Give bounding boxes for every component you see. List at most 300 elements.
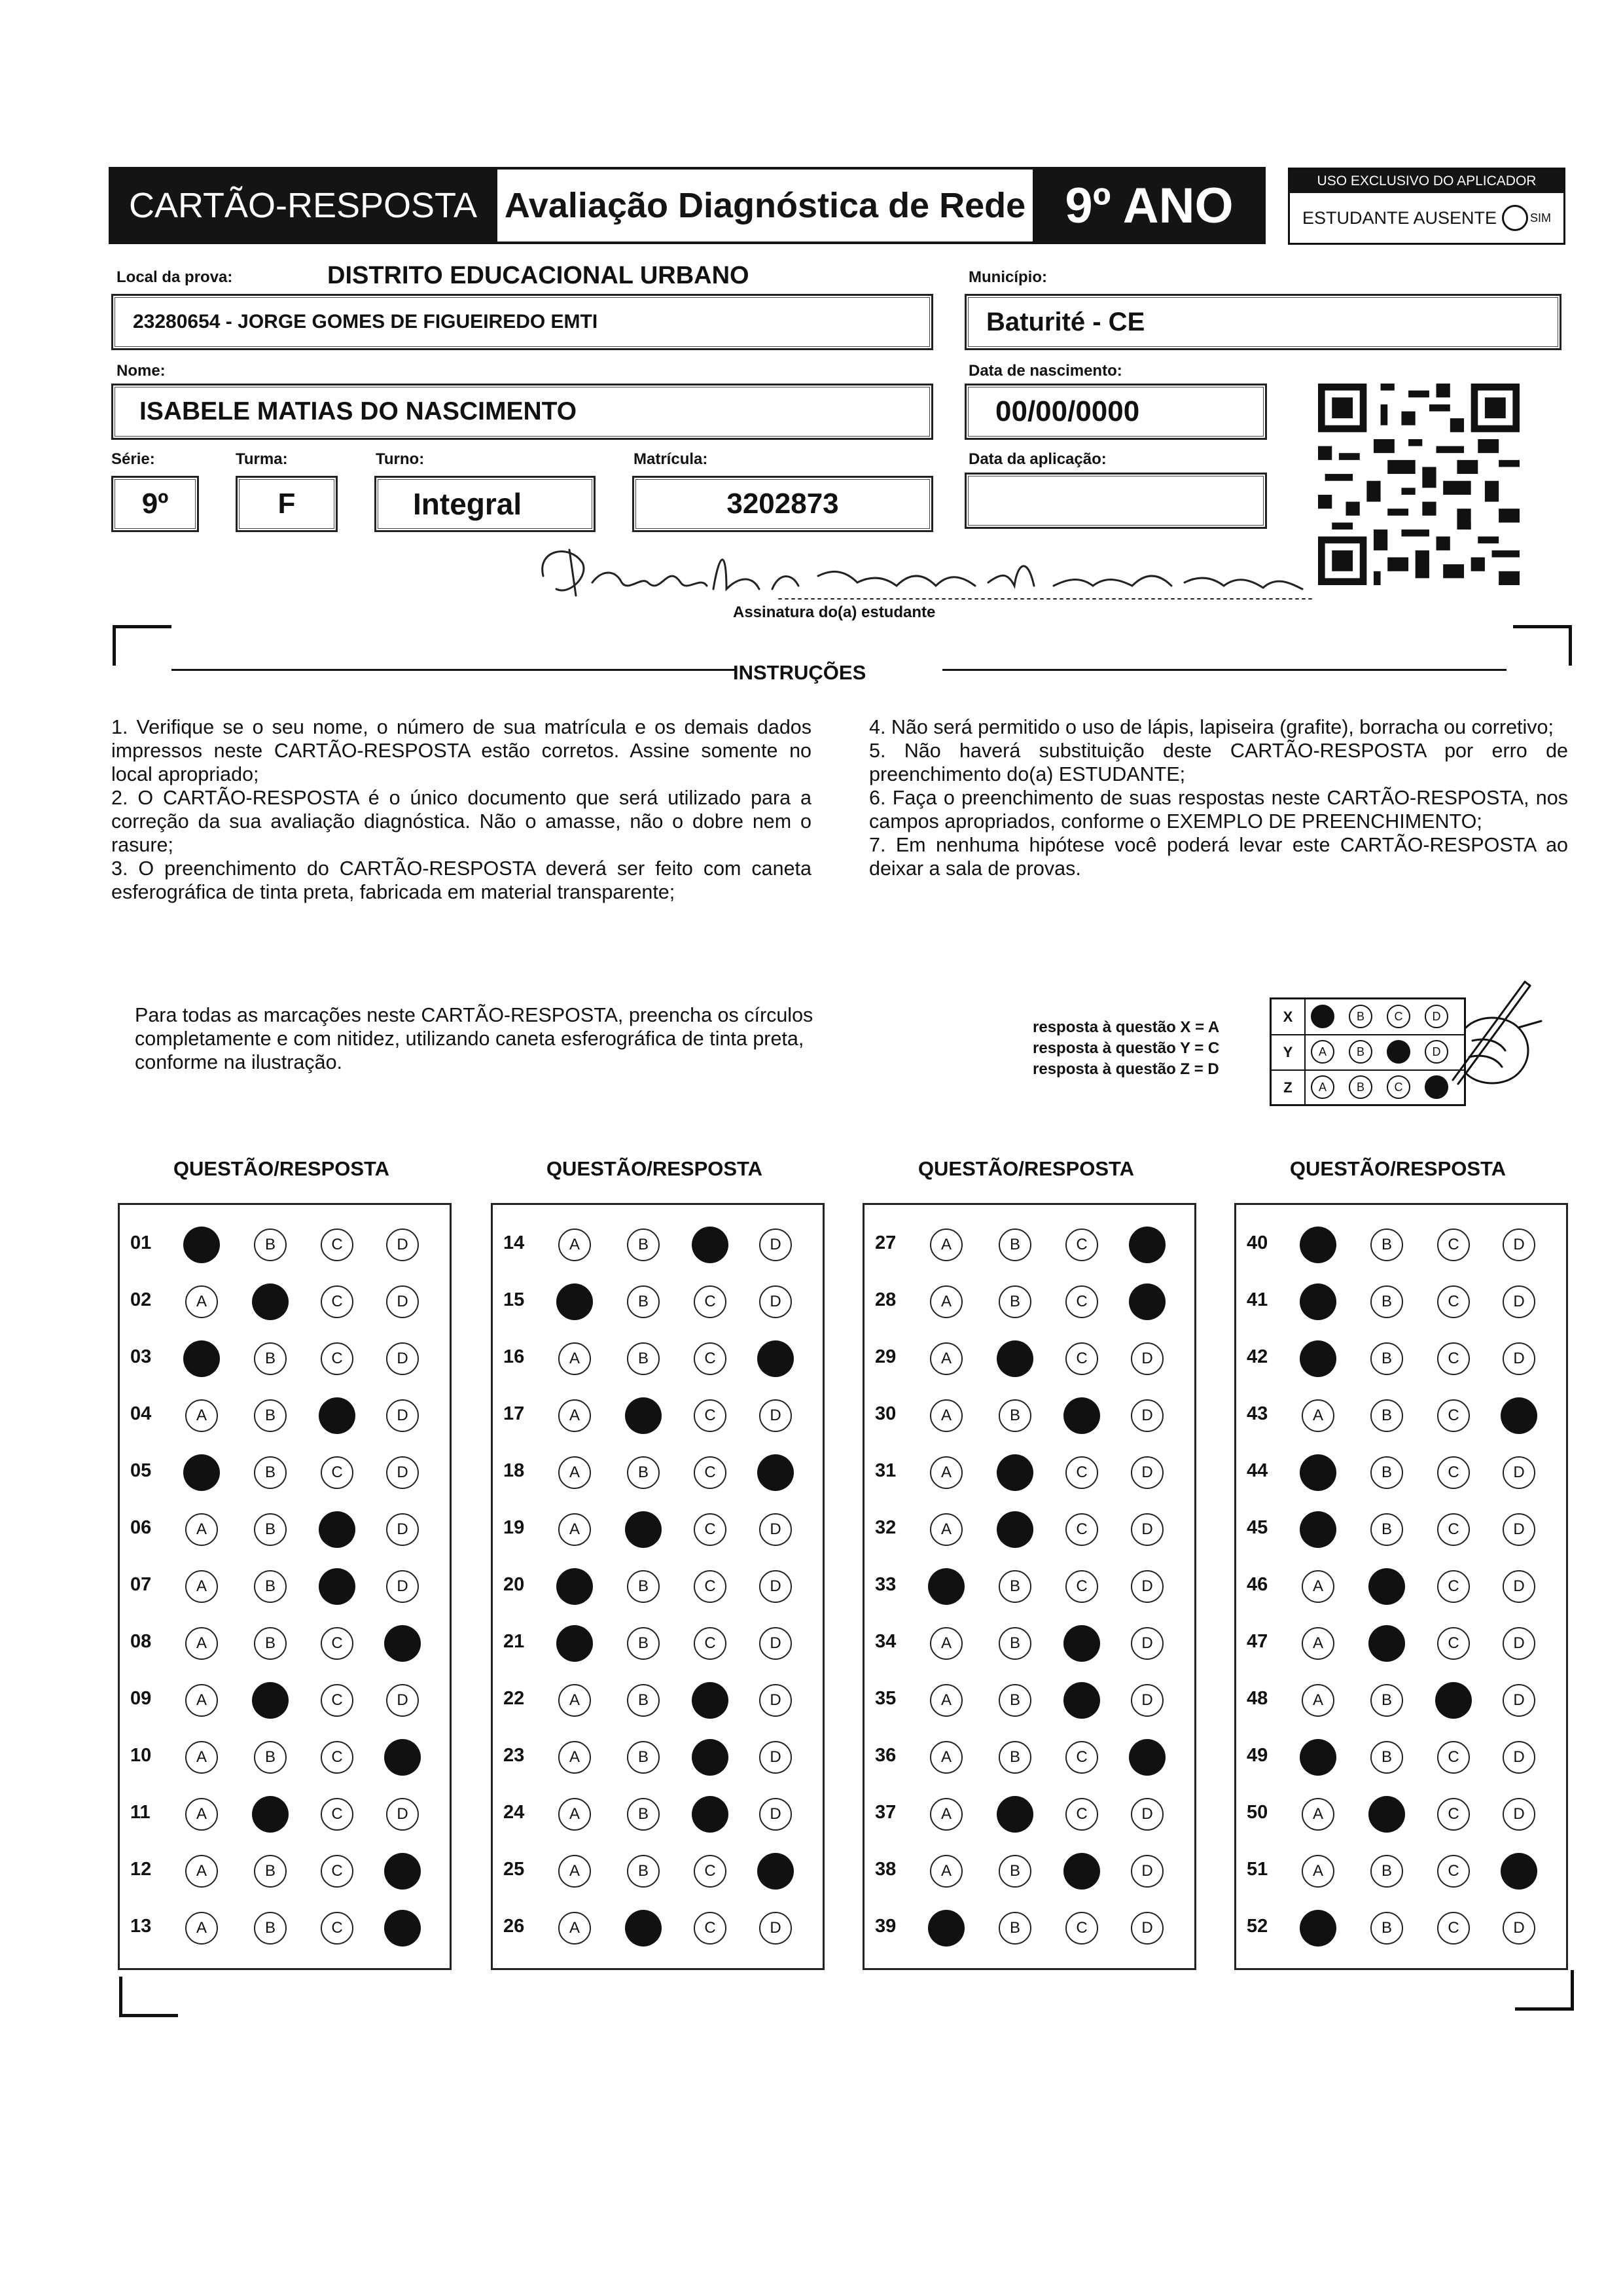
answer-bubble-d[interactable]: D (1503, 1570, 1535, 1603)
question-number: 22 (503, 1688, 525, 1709)
answer-bubble-c[interactable] (321, 1570, 353, 1603)
answer-bubble-c[interactable]: C (321, 1285, 353, 1318)
answer-bubble-d[interactable]: D (1131, 1912, 1164, 1945)
answer-bubble-b[interactable] (1370, 1627, 1403, 1660)
serie-field: 9º (111, 476, 199, 532)
answer-bubble-a[interactable] (1302, 1285, 1334, 1318)
answer-bubble-a[interactable] (558, 1285, 591, 1318)
answer-bubble-c[interactable]: C (694, 1513, 726, 1546)
answer-bubble-c[interactable] (1437, 1684, 1470, 1717)
answer-bubble-b[interactable]: B (999, 1855, 1031, 1888)
answer-bubble-a[interactable]: A (185, 1798, 218, 1831)
answer-bubble-a[interactable] (1302, 1912, 1334, 1945)
answer-bubble-c[interactable] (694, 1798, 726, 1831)
question-row (493, 1333, 823, 1379)
question-number: 10 (130, 1745, 152, 1766)
answer-bubble-c[interactable] (321, 1513, 353, 1546)
question-row (1236, 1675, 1566, 1721)
question-row (120, 1504, 450, 1550)
answer-bubble-b[interactable]: B (254, 1741, 287, 1774)
answer-bubble-d[interactable] (386, 1912, 419, 1945)
question-row (865, 1390, 1194, 1436)
municipio-field: Baturité - CE (965, 294, 1561, 350)
example-bubble-a: A (1311, 1075, 1334, 1099)
answer-bubble-b[interactable]: B (627, 1798, 660, 1831)
exclusive-use-label: USO EXCLUSIVO DO APLICADOR (1290, 170, 1563, 193)
question-row (120, 1276, 450, 1322)
nascimento-field: 00/00/0000 (965, 384, 1267, 440)
answer-bubble-d[interactable] (1503, 1855, 1535, 1888)
aplicacao-label: Data da aplicação: (969, 450, 1107, 468)
answer-bubble-a[interactable]: A (930, 1855, 963, 1888)
answer-bubble-c[interactable]: C (1065, 1342, 1098, 1375)
answer-bubble-a[interactable]: A (185, 1684, 218, 1717)
question-number: 26 (503, 1916, 525, 1937)
divider (171, 669, 734, 671)
answer-bubble-d[interactable]: D (759, 1912, 792, 1945)
question-row (493, 1675, 823, 1721)
answer-bubble-d[interactable] (1131, 1229, 1164, 1261)
question-row (493, 1789, 823, 1835)
answer-bubble-b[interactable]: B (999, 1285, 1031, 1318)
answer-bubble-b[interactable]: B (254, 1627, 287, 1660)
turno-field: Integral (374, 476, 596, 532)
absent-checkbox[interactable] (1502, 205, 1528, 231)
answer-bubble-b[interactable]: B (999, 1570, 1031, 1603)
answer-bubble-a[interactable]: A (185, 1570, 218, 1603)
column-title: QUESTÃO/RESPOSTA (918, 1157, 1135, 1180)
answer-bubble-d[interactable]: D (1503, 1627, 1535, 1660)
corner-mark (119, 2014, 178, 2017)
answer-bubble-b[interactable]: B (627, 1741, 660, 1774)
answer-bubble-c[interactable]: C (1065, 1912, 1098, 1945)
signature-label: Assinatura do(a) estudante (733, 603, 936, 621)
question-row (1236, 1219, 1566, 1265)
question-number: 47 (1247, 1631, 1268, 1652)
answer-bubble-b[interactable]: B (627, 1684, 660, 1717)
answer-bubble-a[interactable]: A (558, 1912, 591, 1945)
answer-bubble-b[interactable]: B (1370, 1855, 1403, 1888)
example-bubble-c (1387, 1040, 1410, 1064)
answer-bubble-a[interactable]: A (930, 1399, 963, 1432)
question-number: 02 (130, 1289, 152, 1310)
answer-bubble-b[interactable]: B (999, 1912, 1031, 1945)
answer-bubble-a[interactable] (930, 1570, 963, 1603)
answer-bubble-b[interactable]: B (1370, 1456, 1403, 1489)
nascimento-label: Data de nascimento: (969, 362, 1122, 380)
exam-title: Avaliação Diagnóstica de Rede (497, 167, 1033, 244)
answer-bubble-d[interactable] (1503, 1399, 1535, 1432)
answer-bubble-c[interactable] (1065, 1855, 1098, 1888)
answer-bubble-d[interactable]: D (386, 1229, 419, 1261)
question-number: 48 (1247, 1688, 1268, 1709)
answer-bubble-b[interactable] (254, 1285, 287, 1318)
answer-bubble-b[interactable] (999, 1456, 1031, 1489)
answer-bubble-b[interactable] (627, 1912, 660, 1945)
example-bubble-a: A (1311, 1040, 1334, 1064)
answer-bubble-c[interactable]: C (694, 1570, 726, 1603)
marking-instruction: Para todas as marcações neste CARTÃO-RESPOSTA, preencha os círculos completamente e com nitidez, utilizando caneta esferográfica de tinta preta, conforme na ilustração. (135, 1004, 813, 1073)
answer-bubble-a[interactable]: A (930, 1741, 963, 1774)
answer-bubble-c[interactable]: C (1437, 1229, 1470, 1261)
answer-bubble-a[interactable]: A (1302, 1855, 1334, 1888)
answer-bubble-d[interactable]: D (386, 1798, 419, 1831)
answer-bubble-d[interactable]: D (386, 1570, 419, 1603)
answer-bubble-d[interactable]: D (1503, 1285, 1535, 1318)
answer-bubble-d[interactable]: D (1503, 1456, 1535, 1489)
corner-mark (1569, 625, 1572, 666)
answer-bubble-b[interactable]: B (1370, 1513, 1403, 1546)
answer-bubble-c[interactable] (694, 1741, 726, 1774)
answer-bubble-c[interactable] (1065, 1684, 1098, 1717)
answer-bubble-b[interactable] (254, 1684, 287, 1717)
answer-bubble-d[interactable]: D (1503, 1798, 1535, 1831)
answer-bubble-d[interactable]: D (386, 1342, 419, 1375)
instructions-right: 4. Não será permitido o uso de lápis, lapiseira (grafite), borracha ou corretivo; 5. Não haverá substituição deste CARTÃO-RESPOSTA por erro de preenchimento do(a) ESTUDANTE; 6. Faça o preenchimento de suas respostas neste CARTÃO-RESPOSTA, nos campos apropriados, conforme o EXEMPLO DE PREENCHIMENTO; 7. Em nenhuma hipótese você poderá levar este CARTÃO-RESPOSTA ao deixar a sala de provas. (869, 716, 1568, 880)
answer-bubble-b[interactable] (254, 1798, 287, 1831)
answer-bubble-a[interactable]: A (930, 1684, 963, 1717)
corner-mark (113, 625, 116, 666)
answer-bubble-b[interactable] (1370, 1798, 1403, 1831)
answer-bubble-a[interactable]: A (558, 1741, 591, 1774)
local-field: 23280654 - JORGE GOMES DE FIGUEIREDO EMTI (111, 294, 933, 350)
instructions-title: INSTRUÇÕES (733, 661, 866, 684)
answer-bubble-a[interactable]: A (1302, 1684, 1334, 1717)
card-title: CARTÃO-RESPOSTA (109, 167, 497, 244)
question-row (120, 1675, 450, 1721)
answer-bubble-d[interactable] (759, 1456, 792, 1489)
question-number: 42 (1247, 1346, 1268, 1367)
serie-label: Série: (111, 450, 155, 468)
answer-bubble-c[interactable]: C (694, 1855, 726, 1888)
answer-bubble-c[interactable]: C (1437, 1399, 1470, 1432)
answer-bubble-d[interactable] (759, 1342, 792, 1375)
answer-bubble-b[interactable]: B (1370, 1912, 1403, 1945)
answer-bubble-b[interactable]: B (627, 1342, 660, 1375)
answer-bubble-a[interactable] (185, 1229, 218, 1261)
column-title: QUESTÃO/RESPOSTA (1289, 1157, 1507, 1180)
question-number: 37 (875, 1802, 897, 1823)
answer-bubble-c[interactable]: C (1437, 1741, 1470, 1774)
answer-bubble-a[interactable]: A (185, 1399, 218, 1432)
answer-bubble-b[interactable] (1370, 1570, 1403, 1603)
answer-bubble-a[interactable]: A (1302, 1570, 1334, 1603)
answer-bubble-c[interactable]: C (1065, 1285, 1098, 1318)
answer-bubble-b[interactable]: B (999, 1627, 1031, 1660)
answer-bubble-c[interactable]: C (1437, 1627, 1470, 1660)
answer-bubble-c[interactable]: C (694, 1912, 726, 1945)
answer-bubble-d[interactable]: D (759, 1399, 792, 1432)
answer-bubble-c[interactable]: C (1437, 1456, 1470, 1489)
question-row (1236, 1447, 1566, 1493)
answer-bubble-b[interactable]: B (627, 1627, 660, 1660)
question-row (120, 1846, 450, 1892)
qr-code (1318, 384, 1520, 585)
question-row (865, 1276, 1194, 1322)
answer-bubble-c[interactable]: C (694, 1627, 726, 1660)
answer-bubble-b[interactable]: B (627, 1855, 660, 1888)
answer-bubble-a[interactable]: A (185, 1855, 218, 1888)
question-number: 46 (1247, 1574, 1268, 1595)
answer-bubble-a[interactable] (1302, 1741, 1334, 1774)
answer-bubble-a[interactable]: A (185, 1285, 218, 1318)
answer-bubble-a[interactable]: A (930, 1229, 963, 1261)
answer-bubble-c[interactable]: C (321, 1456, 353, 1489)
answer-bubble-d[interactable] (1131, 1741, 1164, 1774)
answer-bubble-c[interactable]: C (321, 1684, 353, 1717)
answer-bubble-a[interactable] (1302, 1513, 1334, 1546)
answer-bubble-c[interactable] (1065, 1399, 1098, 1432)
question-number: 49 (1247, 1745, 1268, 1766)
corner-mark (119, 1977, 122, 2017)
question-row (1236, 1846, 1566, 1892)
answer-bubble-b[interactable] (999, 1798, 1031, 1831)
answer-bubble-b[interactable]: B (999, 1399, 1031, 1432)
answer-bubble-a[interactable]: A (930, 1285, 963, 1318)
question-row (1236, 1561, 1566, 1607)
aplicacao-field[interactable] (965, 473, 1267, 529)
answer-bubble-d[interactable]: D (1503, 1684, 1535, 1717)
answer-bubble-b[interactable] (999, 1513, 1031, 1546)
corner-mark (113, 625, 171, 628)
question-number: 08 (130, 1631, 152, 1652)
question-row (120, 1219, 450, 1265)
question-number: 15 (503, 1289, 525, 1310)
turno-label: Turno: (376, 450, 425, 468)
answer-bubble-c[interactable]: C (321, 1627, 353, 1660)
answer-bubble-a[interactable]: A (1302, 1399, 1334, 1432)
answer-bubble-b[interactable]: B (254, 1912, 287, 1945)
question-number: 28 (875, 1289, 897, 1310)
answer-bubble-b[interactable]: B (254, 1456, 287, 1489)
answer-bubble-b[interactable]: B (1370, 1399, 1403, 1432)
answer-bubble-c[interactable]: C (1437, 1798, 1470, 1831)
answer-bubble-b[interactable]: B (254, 1342, 287, 1375)
answer-bubble-d[interactable]: D (759, 1627, 792, 1660)
answer-bubble-a[interactable] (185, 1342, 218, 1375)
answer-bubble-d[interactable]: D (1503, 1912, 1535, 1945)
answer-bubble-c[interactable] (1065, 1627, 1098, 1660)
answer-bubble-d[interactable]: D (1131, 1798, 1164, 1831)
answer-bubble-c[interactable]: C (1437, 1513, 1470, 1546)
answer-bubble-a[interactable] (930, 1912, 963, 1945)
answer-bubble-d[interactable]: D (1131, 1855, 1164, 1888)
answer-bubble-d[interactable]: D (386, 1684, 419, 1717)
answer-bubble-d[interactable]: D (759, 1684, 792, 1717)
answer-bubble-a[interactable]: A (930, 1798, 963, 1831)
question-row (865, 1903, 1194, 1948)
answer-bubble-b[interactable]: B (627, 1229, 660, 1261)
answer-bubble-c[interactable]: C (694, 1285, 726, 1318)
question-number: 24 (503, 1802, 525, 1823)
answer-bubble-c[interactable]: C (1437, 1570, 1470, 1603)
answer-bubble-b[interactable]: B (999, 1684, 1031, 1717)
answer-bubble-b[interactable]: B (999, 1229, 1031, 1261)
answer-bubble-d[interactable]: D (1503, 1741, 1535, 1774)
question-number: 13 (130, 1916, 152, 1937)
matricula-label: Matrícula: (633, 450, 708, 468)
answer-bubble-b[interactable]: B (1370, 1229, 1403, 1261)
answer-bubble-d[interactable] (386, 1627, 419, 1660)
answer-bubble-b[interactable]: B (627, 1285, 660, 1318)
answer-bubble-c[interactable] (321, 1399, 353, 1432)
local-label: Local da prova: (116, 268, 233, 286)
answer-bubble-d[interactable]: D (1131, 1513, 1164, 1546)
answer-bubble-c[interactable]: C (1065, 1229, 1098, 1261)
answer-bubble-d[interactable]: D (1503, 1229, 1535, 1261)
answer-bubble-d[interactable]: D (1131, 1456, 1164, 1489)
answer-bubble-d[interactable]: D (759, 1513, 792, 1546)
answer-bubble-c[interactable]: C (1437, 1912, 1470, 1945)
question-number: 20 (503, 1574, 525, 1595)
answer-bubble-a[interactable]: A (930, 1513, 963, 1546)
answer-bubble-b[interactable]: B (254, 1855, 287, 1888)
answer-bubble-c[interactable]: C (1437, 1855, 1470, 1888)
question-row (865, 1618, 1194, 1664)
answer-bubble-b[interactable] (627, 1399, 660, 1432)
question-row (1236, 1390, 1566, 1436)
answer-bubble-c[interactable]: C (694, 1456, 726, 1489)
answer-bubble-a[interactable] (1302, 1456, 1334, 1489)
answer-bubble-d[interactable]: D (1503, 1513, 1535, 1546)
answer-bubble-d[interactable]: D (759, 1285, 792, 1318)
signature (530, 537, 1322, 609)
answer-bubble-a[interactable] (558, 1627, 591, 1660)
answer-bubble-d[interactable]: D (386, 1285, 419, 1318)
answer-bubble-d[interactable]: D (1131, 1570, 1164, 1603)
answer-bubble-d[interactable]: D (759, 1741, 792, 1774)
answer-bubble-d[interactable]: D (759, 1798, 792, 1831)
answer-bubble-a[interactable]: A (930, 1627, 963, 1660)
answer-bubble-b[interactable]: B (1370, 1342, 1403, 1375)
answer-bubble-c[interactable]: C (321, 1798, 353, 1831)
answer-bubble-c[interactable]: C (321, 1229, 353, 1261)
answer-bubble-c[interactable]: C (321, 1855, 353, 1888)
question-row (865, 1504, 1194, 1550)
answer-bubble-b[interactable]: B (627, 1570, 660, 1603)
answer-bubble-a[interactable] (558, 1570, 591, 1603)
absent-label: ESTUDANTE AUSENTE (1302, 207, 1497, 228)
answer-bubble-d[interactable]: D (386, 1513, 419, 1546)
question-row (493, 1561, 823, 1607)
answer-bubble-d[interactable] (1131, 1285, 1164, 1318)
answer-bubble-b[interactable]: B (1370, 1684, 1403, 1717)
question-row (865, 1561, 1194, 1607)
answer-bubble-d[interactable]: D (759, 1229, 792, 1261)
question-number: 52 (1247, 1916, 1268, 1937)
answer-bubble-d[interactable]: D (1503, 1342, 1535, 1375)
question-row (1236, 1732, 1566, 1778)
answer-bubble-c[interactable]: C (1065, 1570, 1098, 1603)
answer-bubble-c[interactable]: C (694, 1342, 726, 1375)
answer-bubble-a[interactable]: A (185, 1513, 218, 1546)
answer-bubble-a[interactable]: A (558, 1513, 591, 1546)
answer-bubble-c[interactable]: C (321, 1342, 353, 1375)
answer-bubble-c[interactable] (694, 1229, 726, 1261)
answer-bubble-d[interactable]: D (1131, 1399, 1164, 1432)
answer-bubble-a[interactable]: A (1302, 1627, 1334, 1660)
question-number: 07 (130, 1574, 152, 1595)
answer-bubble-a[interactable]: A (930, 1456, 963, 1489)
answer-bubble-b[interactable]: B (254, 1229, 287, 1261)
answer-bubble-a[interactable]: A (558, 1798, 591, 1831)
answer-bubble-b[interactable]: B (627, 1456, 660, 1489)
question-row (1236, 1276, 1566, 1322)
answer-bubble-b[interactable] (627, 1513, 660, 1546)
question-number: 17 (503, 1403, 525, 1424)
answer-bubble-a[interactable]: A (558, 1399, 591, 1432)
answer-bubble-a[interactable]: A (185, 1741, 218, 1774)
answer-bubble-b[interactable] (999, 1342, 1031, 1375)
answer-bubble-a[interactable]: A (185, 1627, 218, 1660)
answer-bubble-d[interactable]: D (1131, 1684, 1164, 1717)
answer-bubble-d[interactable] (759, 1855, 792, 1888)
municipio-label: Município: (969, 268, 1047, 286)
answer-bubble-d[interactable]: D (386, 1456, 419, 1489)
answer-bubble-a[interactable]: A (1302, 1798, 1334, 1831)
question-number: 09 (130, 1688, 152, 1709)
answer-bubble-c[interactable]: C (321, 1912, 353, 1945)
applicator-box (1288, 168, 1565, 245)
answer-bubble-a[interactable] (1302, 1342, 1334, 1375)
answer-bubble-a[interactable]: A (558, 1342, 591, 1375)
answer-bubble-a[interactable]: A (558, 1229, 591, 1261)
answer-bubble-c[interactable] (694, 1684, 726, 1717)
answer-bubble-c[interactable]: C (1065, 1456, 1098, 1489)
answer-bubble-c[interactable]: C (321, 1741, 353, 1774)
answer-bubble-c[interactable]: C (1065, 1798, 1098, 1831)
answer-bubble-b[interactable]: B (254, 1570, 287, 1603)
question-number: 19 (503, 1517, 525, 1538)
question-row (120, 1390, 450, 1436)
answer-bubble-d[interactable]: D (386, 1399, 419, 1432)
question-number: 33 (875, 1574, 897, 1595)
answer-bubble-c[interactable]: C (694, 1399, 726, 1432)
answer-bubble-d[interactable] (386, 1741, 419, 1774)
answer-bubble-d[interactable]: D (1131, 1627, 1164, 1660)
answer-bubble-d[interactable]: D (1131, 1342, 1164, 1375)
answer-bubble-c[interactable]: C (1065, 1741, 1098, 1774)
answer-bubble-a[interactable]: A (558, 1456, 591, 1489)
pen-hand-illustration (1427, 975, 1544, 1106)
answer-bubble-a[interactable]: A (930, 1342, 963, 1375)
question-row (865, 1789, 1194, 1835)
example-bubble-c: C (1387, 1075, 1410, 1099)
question-number: 11 (130, 1802, 151, 1823)
answer-bubble-b[interactable]: B (1370, 1741, 1403, 1774)
answer-bubble-c[interactable]: C (1437, 1285, 1470, 1318)
answer-bubble-d[interactable] (386, 1855, 419, 1888)
answer-bubble-a[interactable] (1302, 1229, 1334, 1261)
answer-bubble-b[interactable]: B (999, 1741, 1031, 1774)
turma-field: F (236, 476, 338, 532)
answer-bubble-a[interactable]: A (558, 1684, 591, 1717)
answer-bubble-b[interactable]: B (1370, 1285, 1403, 1318)
answer-bubble-b[interactable]: B (254, 1399, 287, 1432)
answer-bubble-a[interactable] (185, 1456, 218, 1489)
answer-bubble-c[interactable]: C (1065, 1513, 1098, 1546)
answer-bubble-a[interactable]: A (558, 1855, 591, 1888)
answer-bubble-c[interactable]: C (1437, 1342, 1470, 1375)
question-number: 14 (503, 1232, 525, 1253)
question-number: 50 (1247, 1802, 1268, 1823)
answer-bubble-b[interactable]: B (254, 1513, 287, 1546)
nome-label: Nome: (116, 362, 166, 380)
answer-bubble-a[interactable]: A (185, 1912, 218, 1945)
answer-bubble-d[interactable]: D (759, 1570, 792, 1603)
question-number: 34 (875, 1631, 897, 1652)
question-number: 01 (130, 1232, 152, 1253)
